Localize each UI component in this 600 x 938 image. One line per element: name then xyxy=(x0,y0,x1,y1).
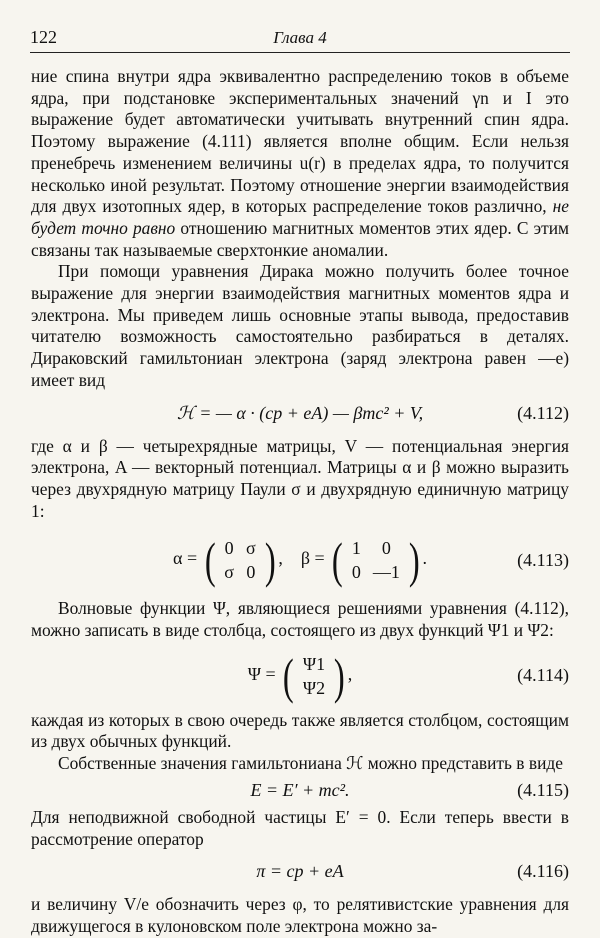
paragraph: Волновые функции Ψ, являющиеся решениями уравнения (4.112), можно записать в виде столбца, состоящего из двух функций Ψ1 и Ψ2: xyxy=(31,598,569,641)
comma: , xyxy=(347,663,353,684)
paragraph xyxy=(31,66,569,261)
psi-column: ( Ψ1 Ψ2 ) xyxy=(283,647,345,704)
equation-formula: E = E′ + mc². xyxy=(250,780,350,801)
page-body xyxy=(31,66,569,938)
emphasis-text: не будет точно равно xyxy=(31,196,569,238)
paragraph: где α и β — четырехрядные матрицы, V — потенциальная энергия электрона, A — векторный потенциал. Матрицы α и β можно выразить через двухрядную матрицу Паули σ и двухрядную единичную матрицу 1: xyxy=(31,435,569,521)
paragraph-text: отношению магнитных моментов этих ядер. С этим связаны так называемые сверхтонкие аномалии. xyxy=(31,217,570,260)
equation-number: (4.113) xyxy=(517,549,569,570)
equation-4-113 xyxy=(31,522,569,598)
paragraph: каждая из которых в свою очередь также является столбцом, состоящим из двух обычных функций. xyxy=(31,709,569,752)
matrix-cell: 0 xyxy=(246,562,256,583)
matrix-cell: 0 xyxy=(224,538,234,559)
matrix-cell: 1 xyxy=(351,538,361,559)
matrix-cell: —1 xyxy=(372,562,400,583)
page-number: 122 xyxy=(30,27,57,47)
chapter-title: Глава 4 xyxy=(273,28,327,47)
equation-number: (4.114) xyxy=(517,664,569,685)
equation-number: (4.116) xyxy=(517,861,569,882)
equation-number: (4.115) xyxy=(517,780,569,801)
equation-4-112 xyxy=(31,392,569,436)
equation-formula: π = cp + eA xyxy=(256,861,344,882)
period: . xyxy=(422,548,427,569)
equation-formula xyxy=(31,647,569,704)
matrix-cell: σ xyxy=(245,538,256,559)
beta-label: β = xyxy=(300,548,325,569)
equation-formula: ℋ = — α · (cp + eA) — βmc² + V, xyxy=(176,402,424,423)
paragraph-text: ние спина внутри ядра эквивалентно распределению токов в объеме ядра, при подстановке экспериментальных значений γn и I это выражение будет автоматически учитывать внутренний спин ядра. Поэтому выражение (4.111) является вполне общим. Если нельзя пренебречь изменением величины u(r) в пределах ядра, то получится несколько иной результат. Поэтому отношение энергии взаимодействия для двух изотопных ядер, в которых распределение токов различно, xyxy=(31,66,569,217)
equation-formula xyxy=(31,532,569,589)
paragraph: и величину V/e обозначить через φ, то релятивистские уравнения для движущегося в кулоновском поле электрона можно за- xyxy=(31,894,569,936)
alpha-label: α = xyxy=(173,548,198,569)
equation-4-116 xyxy=(31,850,569,894)
separator: , xyxy=(278,548,283,569)
matrix-cell: Ψ2 xyxy=(302,677,326,698)
psi-label: Ψ = xyxy=(247,663,276,684)
equation-4-114 xyxy=(31,642,569,710)
equation-number: (4.112) xyxy=(517,402,569,423)
paragraph: Для неподвижной свободной частицы E′ = 0. Если теперь ввести в рассмотрение оператор xyxy=(31,806,569,849)
matrix-cell: Ψ1 xyxy=(302,653,326,674)
matrix-cell: σ xyxy=(224,562,234,583)
paragraph: Собственные значения гамильтониана ℋ можно представить в виде xyxy=(58,753,563,774)
matrix-cell: 0 xyxy=(351,562,361,583)
paragraph: При помощи уравнения Дирака можно получить более точное выражение для энергии взаимодействия магнитных моментов ядра и электрона. Мы приведем лишь основные этапы вывода, предоставив читателю возможность самостоятельно разбираться в деталях. Дираковский гамильтониан электрона (заряд электрона равен —e) имеет вид xyxy=(31,261,569,390)
page-header xyxy=(30,24,570,53)
equation-4-115 xyxy=(31,775,569,807)
beta-matrix: ( 1 0 0 —1 ) xyxy=(332,532,420,589)
matrix-cell: 0 xyxy=(381,538,391,559)
alpha-matrix: ( 0 σ σ 0 ) xyxy=(204,532,276,589)
